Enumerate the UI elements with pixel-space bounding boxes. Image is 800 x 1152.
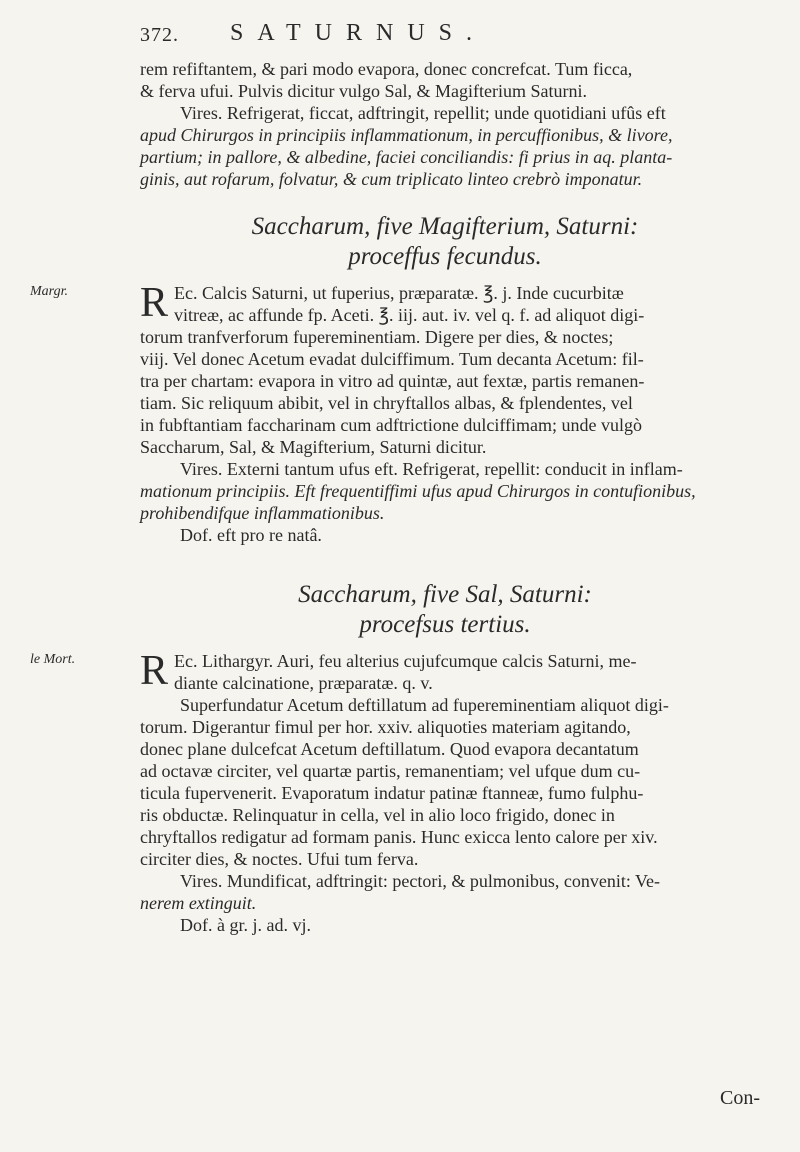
text-line: ad octavæ circiter, vel quartæ partis, remanentiam; vel ufque dum cu- <box>140 761 641 781</box>
heading-line: Saccharum, five Magifterium, Saturni: <box>251 213 639 240</box>
text-line: tiam. Sic reliquum abibit, vel in chryftallos albas, & fplendentes, vel <box>140 393 633 413</box>
catchword: Con- <box>720 1087 760 1109</box>
text-line: & ferva ufui. Pulvis dicitur vulgo Sal, & Magifterium Saturni. <box>140 81 587 101</box>
text-line: in fubftantiam faccharinam cum adftrictione dulciffimam; unde vulgò <box>140 415 642 435</box>
text-line: Saccharum, Sal, & Magifterium, Saturni dicitur. <box>140 437 487 457</box>
drop-cap: R <box>140 280 169 326</box>
text-line: partium; in pallore, & albedine, faciei conciliandis: fi prius in aq. planta- <box>140 147 673 167</box>
text-line: circiter dies, & noctes. Ufui tum ferva. <box>140 849 419 869</box>
text-line: viij. Vel donec Acetum evadat dulciffimum. Tum decanta Acetum: fil- <box>140 349 644 369</box>
text-line: vitreæ, ac affunde fp. Aceti. ℥. iij. aut. iv. vel q. f. ad aliquot digi- <box>174 305 645 325</box>
text-line: tra per chartam: evapora in vitro ad quintæ, aut fextæ, partis remanen- <box>140 371 645 391</box>
recipe-paragraph <box>140 650 750 936</box>
text-line: ticula fupervenerit. Evaporatum indatur patinæ ftanneæ, fumo fulphu- <box>140 783 644 803</box>
text-line: Dof. eft pro re natâ. <box>180 525 322 545</box>
page-header <box>140 10 700 50</box>
text-line: Vires. Externi tantum ufus eft. Refrigerat, repellit: conducit in inflam- <box>180 459 683 479</box>
heading-line: proceffus fecundus. <box>348 243 542 270</box>
text-line: ginis, aut rofarum, folvatur, & cum triplicato linteo crebrò imponatur. <box>140 169 643 189</box>
margin-note: Margr. <box>30 284 68 299</box>
text-line: nerem extinguit. <box>140 893 257 913</box>
drop-cap: R <box>140 648 169 694</box>
running-title: SATURNUS. <box>230 20 487 46</box>
margin-note: le Mort. <box>30 652 76 667</box>
text-line: prohibendifque inflammationibus. <box>140 503 385 523</box>
text-line: diante calcinatione, præparatæ. q. v. <box>174 673 433 693</box>
recipe-paragraph <box>140 282 750 546</box>
text-line: Ec. Calcis Saturni, ut fuperius, præparatæ. ℥. j. Inde cucurbitæ <box>174 283 624 303</box>
paragraph-continuation <box>140 58 750 190</box>
text-line: donec plane dulcefcat Acetum deftillatum. Quod evapora decantatum <box>140 739 639 759</box>
text-line: Superfundatur Acetum deftillatum ad fupereminentiam aliquot digi- <box>180 695 669 715</box>
text-line: torum tranfverforum fupereminentiam. Digere per dies, & noctes; <box>140 327 614 347</box>
text-line: apud Chirurgos in principiis inflammationum, in percuffionibus, & livore, <box>140 125 673 145</box>
section-heading <box>140 212 750 272</box>
text-line: chryftallos redigatur ad formam panis. Hunc exicca lento calore per xiv. <box>140 827 658 847</box>
text-line: Vires. Mundificat, adftringit: pectori, & pulmonibus, convenit: Ve- <box>180 871 660 891</box>
text-line: Vires. Refrigerat, ficcat, adftringit, repellit; unde quotidiani ufûs eft <box>180 103 666 123</box>
section-heading <box>140 580 750 640</box>
heading-line: procefsus tertius. <box>359 611 531 638</box>
text-line: Ec. Lithargyr. Auri, feu alterius cujufcumque calcis Saturni, me- <box>174 651 637 671</box>
page-number: 372. <box>140 24 179 46</box>
text-line: Dof. à gr. j. ad. vj. <box>180 915 311 935</box>
text-line: ris obductæ. Relinquatur in cella, vel in alio loco frigido, donec in <box>140 805 615 825</box>
text-line: torum. Digerantur fimul per hor. xxiv. aliquoties materiam agitando, <box>140 717 631 737</box>
text-line: mationum principiis. Eft frequentiffimi ufus apud Chirurgos in contufionibus, <box>140 481 696 501</box>
text-line: rem refiftantem, & pari modo evapora, donec concrefcat. Tum ficca, <box>140 59 633 79</box>
heading-line: Saccharum, five Sal, Saturni: <box>298 581 592 608</box>
